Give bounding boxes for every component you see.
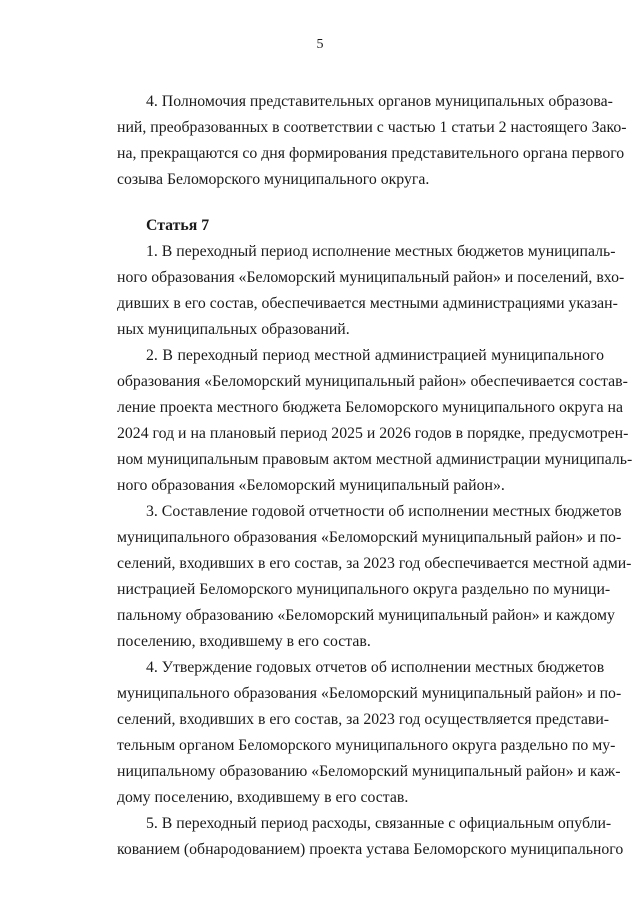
paragraph-line: дивших в его состав, обеспечивается местными администрациями указан- bbox=[117, 295, 618, 312]
paragraph-line: ного образования «Беломорский муниципальный район» и поселений, вхо- bbox=[117, 269, 625, 286]
paragraph-line: образования «Беломорский муниципальный район» обеспечивается состав- bbox=[117, 373, 628, 390]
paragraph-line: нистрацией Беломорского муниципального округа раздельно по муници- bbox=[117, 581, 611, 598]
paragraph-line: муниципального образования «Беломорский муниципальный район» и по- bbox=[117, 685, 622, 702]
paragraph-line: ление проекта местного бюджета Беломорского муниципального округа на bbox=[117, 399, 624, 416]
page-number: 5 bbox=[316, 37, 324, 52]
paragraph-line: 2024 год и на плановый период 2025 и 2026 годов в порядке, предусмотрен- bbox=[117, 425, 629, 442]
paragraph-line: 5. В переходный период расходы, связанные с официальным опубли- bbox=[146, 815, 612, 832]
paragraph-line: ниципальному образованию «Беломорский муниципальный район» и каж- bbox=[117, 763, 621, 780]
paragraph-line: 3. Составление годовой отчетности об исполнении местных бюджетов bbox=[146, 503, 622, 520]
paragraph-line: дому поселению, входившему в его состав. bbox=[117, 789, 409, 806]
paragraph-line: поселению, входившему в его состав. bbox=[117, 633, 371, 650]
paragraph-line: ных муниципальных образований. bbox=[117, 321, 350, 338]
paragraph-line: ном муниципальным правовым актом местной администрации муниципаль- bbox=[117, 451, 633, 468]
paragraph-line: тельным органом Беломорского муниципального округа раздельно по му- bbox=[117, 737, 616, 754]
paragraph-line: ний, преобразованных в соответствии с частью 1 статьи 2 настоящего Зако- bbox=[117, 119, 627, 136]
paragraph-line: на, прекращаются со дня формирования представительного органа первого bbox=[117, 145, 625, 162]
paragraph-line: 2. В переходный период местной администрацией муниципального bbox=[146, 347, 604, 364]
paragraph-line: 4. Полномочия представительных органов муниципальных образова- bbox=[146, 93, 613, 110]
paragraph-line: селений, входивших в его состав, за 2023 год осуществляется представи- bbox=[117, 711, 610, 728]
article-heading: Статья 7 bbox=[146, 217, 210, 234]
paragraph-line: ного образования «Беломорский муниципальный район». bbox=[117, 477, 505, 494]
paragraph-line: 1. В переходный период исполнение местных бюджетов муниципаль- bbox=[146, 243, 616, 260]
paragraph-line: селений, входивших в его состав, за 2023 год обеспечивается местной адми- bbox=[117, 555, 632, 572]
paragraph-line: пальному образованию «Беломорский муниципальный район» и каждому bbox=[117, 607, 615, 624]
paragraph-line: кованием (обнародованием) проекта устава Беломорского муниципального bbox=[117, 841, 624, 858]
paragraph-line: созыва Беломорского муниципального округа. bbox=[117, 171, 430, 188]
paragraph-line: муниципального образования «Беломорский муниципальный район» и по- bbox=[117, 529, 622, 546]
paragraph-line: 4. Утверждение годовых отчетов об исполнении местных бюджетов bbox=[146, 659, 605, 676]
